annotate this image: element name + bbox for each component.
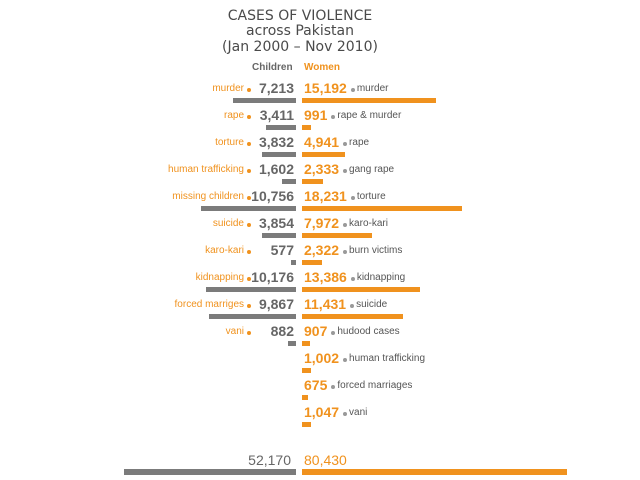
children-value-label: 882 bbox=[270, 323, 294, 339]
women-label-dot bbox=[343, 250, 347, 254]
women-total-label: 80,430 bbox=[304, 452, 347, 468]
children-value-label: 9,867 bbox=[258, 296, 294, 312]
children-label-dot bbox=[247, 223, 251, 227]
children-total-bar bbox=[124, 469, 296, 475]
children-bar bbox=[282, 179, 296, 184]
women-value-label: 13,386 bbox=[304, 269, 347, 285]
women-category-label: murder bbox=[356, 83, 389, 94]
children-value-label: 577 bbox=[270, 242, 294, 258]
children-value-label: 3,854 bbox=[258, 215, 294, 231]
women-label-dot bbox=[343, 358, 347, 362]
women-label-dot bbox=[351, 88, 355, 92]
children-label-dot bbox=[247, 142, 251, 146]
women-value-label: 11,431 bbox=[304, 296, 347, 312]
women-bar bbox=[302, 395, 308, 400]
children-category-label: human trafficking bbox=[168, 164, 244, 175]
women-category-label: torture bbox=[356, 191, 386, 202]
children-bar bbox=[206, 287, 296, 292]
children-value-label: 10,756 bbox=[251, 188, 294, 204]
children-category-label: torture bbox=[215, 137, 244, 148]
women-category-label: gang rape bbox=[349, 164, 395, 175]
women-label-dot bbox=[343, 223, 347, 227]
children-bar bbox=[262, 152, 296, 157]
women-label-dot bbox=[331, 115, 335, 119]
children-category-label: forced marriges bbox=[174, 299, 244, 310]
women-category-label: kidnapping bbox=[356, 272, 406, 283]
children-value-label: 10,176 bbox=[251, 269, 294, 285]
chart-date-range: (Jan 2000 – Nov 2010) bbox=[222, 39, 378, 55]
women-bar bbox=[302, 314, 403, 319]
women-value-label: 675 bbox=[304, 377, 328, 393]
children-bar bbox=[209, 314, 296, 319]
children-value-label: 7,213 bbox=[258, 80, 294, 96]
women-bar bbox=[302, 233, 372, 238]
women-bar bbox=[302, 125, 311, 130]
children-bar bbox=[266, 125, 296, 130]
women-bar bbox=[302, 179, 323, 184]
women-label-dot bbox=[351, 196, 355, 200]
women-total-bar bbox=[302, 469, 567, 475]
women-category-label: rape & murder bbox=[337, 110, 402, 121]
children-bar bbox=[233, 98, 296, 103]
children-value-label: 3,411 bbox=[259, 107, 294, 123]
children-label-dot bbox=[247, 88, 251, 92]
women-value-label: 7,972 bbox=[304, 215, 340, 231]
women-label-dot bbox=[343, 142, 347, 146]
children-bar bbox=[201, 206, 296, 211]
chart-subtitle: across Pakistan bbox=[246, 23, 354, 39]
children-category-label: murder bbox=[212, 83, 244, 94]
women-header: Women bbox=[304, 62, 340, 73]
children-category-label: suicide bbox=[212, 218, 244, 229]
women-bar bbox=[302, 422, 311, 427]
women-label-dot bbox=[350, 304, 354, 308]
women-value-label: 4,941 bbox=[304, 134, 340, 150]
children-category-label: missing children bbox=[172, 191, 244, 202]
children-total-label: 52,170 bbox=[248, 452, 291, 468]
children-label-dot bbox=[247, 169, 251, 173]
women-category-label: hudood cases bbox=[337, 326, 400, 337]
women-value-label: 2,322 bbox=[304, 242, 340, 258]
children-value-label: 1,602 bbox=[258, 161, 294, 177]
children-category-label: karo-kari bbox=[205, 245, 244, 256]
women-category-label: human trafficking bbox=[349, 353, 426, 364]
women-category-label: suicide bbox=[356, 299, 388, 310]
women-bar bbox=[302, 260, 322, 265]
children-value-label: 3,832 bbox=[258, 134, 294, 150]
women-label-dot bbox=[343, 412, 347, 416]
women-label-dot bbox=[351, 277, 355, 281]
women-bar bbox=[302, 341, 310, 346]
women-label-dot bbox=[343, 169, 347, 173]
women-value-label: 18,231 bbox=[304, 188, 347, 204]
women-value-label: 2,333 bbox=[304, 161, 340, 177]
children-category-label: vani bbox=[225, 326, 244, 337]
women-value-label: 15,192 bbox=[304, 80, 347, 96]
women-bar bbox=[302, 368, 311, 373]
women-category-label: burn victims bbox=[349, 245, 403, 256]
children-label-dot bbox=[247, 250, 251, 254]
women-category-label: forced marriages bbox=[337, 380, 413, 391]
women-label-dot bbox=[331, 331, 335, 335]
children-label-dot bbox=[247, 304, 251, 308]
children-header: Children bbox=[252, 62, 293, 73]
women-value-label: 1,047 bbox=[304, 404, 340, 420]
children-label-dot bbox=[247, 115, 251, 119]
children-label-dot bbox=[247, 331, 251, 335]
children-bar bbox=[288, 341, 296, 346]
children-bar bbox=[262, 233, 296, 238]
children-category-label: rape bbox=[223, 110, 244, 121]
women-bar bbox=[302, 287, 420, 292]
chart-title: CASES OF VIOLENCE bbox=[227, 8, 373, 24]
women-category-label: vani bbox=[349, 407, 368, 418]
women-label-dot bbox=[331, 385, 335, 389]
women-bar bbox=[302, 152, 345, 157]
women-category-label: karo-kari bbox=[349, 218, 388, 229]
children-bar bbox=[291, 260, 296, 265]
women-bar bbox=[302, 206, 462, 211]
women-category-label: rape bbox=[349, 137, 370, 148]
women-value-label: 991 bbox=[304, 107, 328, 123]
children-category-label: kidnapping bbox=[195, 272, 244, 283]
women-bar bbox=[302, 98, 436, 103]
women-value-label: 1,002 bbox=[304, 350, 340, 366]
women-value-label: 907 bbox=[304, 323, 328, 339]
